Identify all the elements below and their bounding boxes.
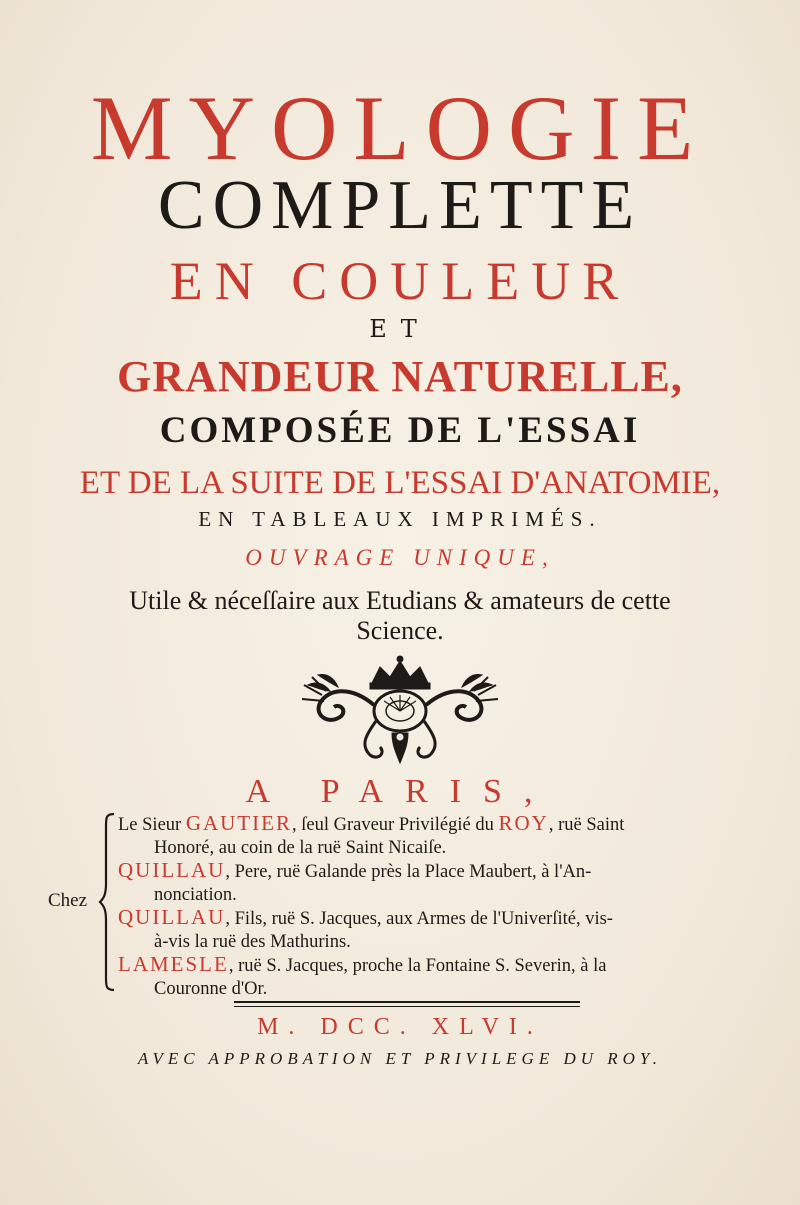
title-utile: Utile & néceſſaire aux Etudians & amateurs de cette bbox=[129, 586, 671, 615]
imprint-privilege: AVEC APPROBATION ET PRIVILEGE DU ROY. bbox=[137, 1049, 663, 1068]
imprint-chez: Chez bbox=[48, 890, 88, 911]
double-rule-top bbox=[234, 1001, 580, 1003]
imprint-city: A PARIS, bbox=[245, 773, 555, 810]
entry-first-line bbox=[118, 953, 758, 978]
imprint-entry bbox=[118, 953, 758, 1000]
imprint-entry bbox=[118, 859, 758, 906]
imprint-entry bbox=[118, 812, 758, 859]
entry-continuation: nonciation. bbox=[154, 884, 237, 905]
title-complette: COMPLETTE bbox=[157, 167, 643, 244]
imprint-entries bbox=[118, 812, 758, 1000]
printer-ornament-icon bbox=[300, 655, 500, 767]
imprint-year: M. DCC. XLVI. bbox=[257, 1014, 543, 1040]
title-grandeur-naturelle: GRANDEUR NATURELLE, bbox=[117, 352, 683, 401]
entry-text: , ruë Saint bbox=[548, 815, 625, 835]
title-myologie: MYOLOGIE bbox=[90, 77, 710, 179]
entry-prefix: Le Sieur bbox=[118, 815, 186, 835]
imprint-entry bbox=[118, 906, 758, 953]
double-rule-bottom bbox=[234, 1006, 580, 1007]
roy-name: ROY bbox=[498, 811, 549, 835]
entry-continuation: à-vis la ruë des Mathurins. bbox=[154, 931, 351, 952]
printer-name: QUILLAU bbox=[118, 858, 226, 882]
title-ouvrage-unique: OUVRAGE UNIQUE, bbox=[245, 545, 555, 570]
entry-text: , Pere, ruë Galande près la Place Maubert, à l'An- bbox=[225, 862, 592, 882]
title-suite-essai: ET DE LA SUITE DE L'ESSAI D'ANATOMIE, bbox=[79, 465, 721, 501]
entry-text: , Fils, ruë S. Jacques, aux Armes de l'Univerſité, vis- bbox=[225, 909, 613, 929]
title-composee: COMPOSÉE DE L'ESSAI bbox=[159, 410, 641, 451]
entry-first-line bbox=[118, 859, 758, 884]
printer-name: GAUTIER bbox=[185, 811, 292, 835]
entry-text: , ſeul Graveur Privilégié du bbox=[291, 815, 499, 835]
entry-first-line bbox=[118, 812, 758, 837]
printer-name: QUILLAU bbox=[118, 905, 226, 929]
entry-continuation: Honoré, au coin de la ruë Saint Nicaiſe. bbox=[154, 837, 447, 858]
title-en-couleur: EN COULEUR bbox=[169, 251, 631, 311]
printer-name: LAMESLE bbox=[118, 952, 229, 976]
title-science: Science. bbox=[356, 616, 444, 645]
entry-continuation: Couronne d'Or. bbox=[154, 978, 268, 999]
title-et: ET bbox=[369, 315, 431, 343]
entry-text: , ruë S. Jacques, proche la Fontaine S. Severin, à la bbox=[228, 956, 607, 976]
left-brace-icon bbox=[98, 812, 118, 992]
entry-first-line bbox=[118, 906, 758, 931]
title-en-tableaux: EN TABLEAUX IMPRIMÉS. bbox=[198, 507, 602, 531]
